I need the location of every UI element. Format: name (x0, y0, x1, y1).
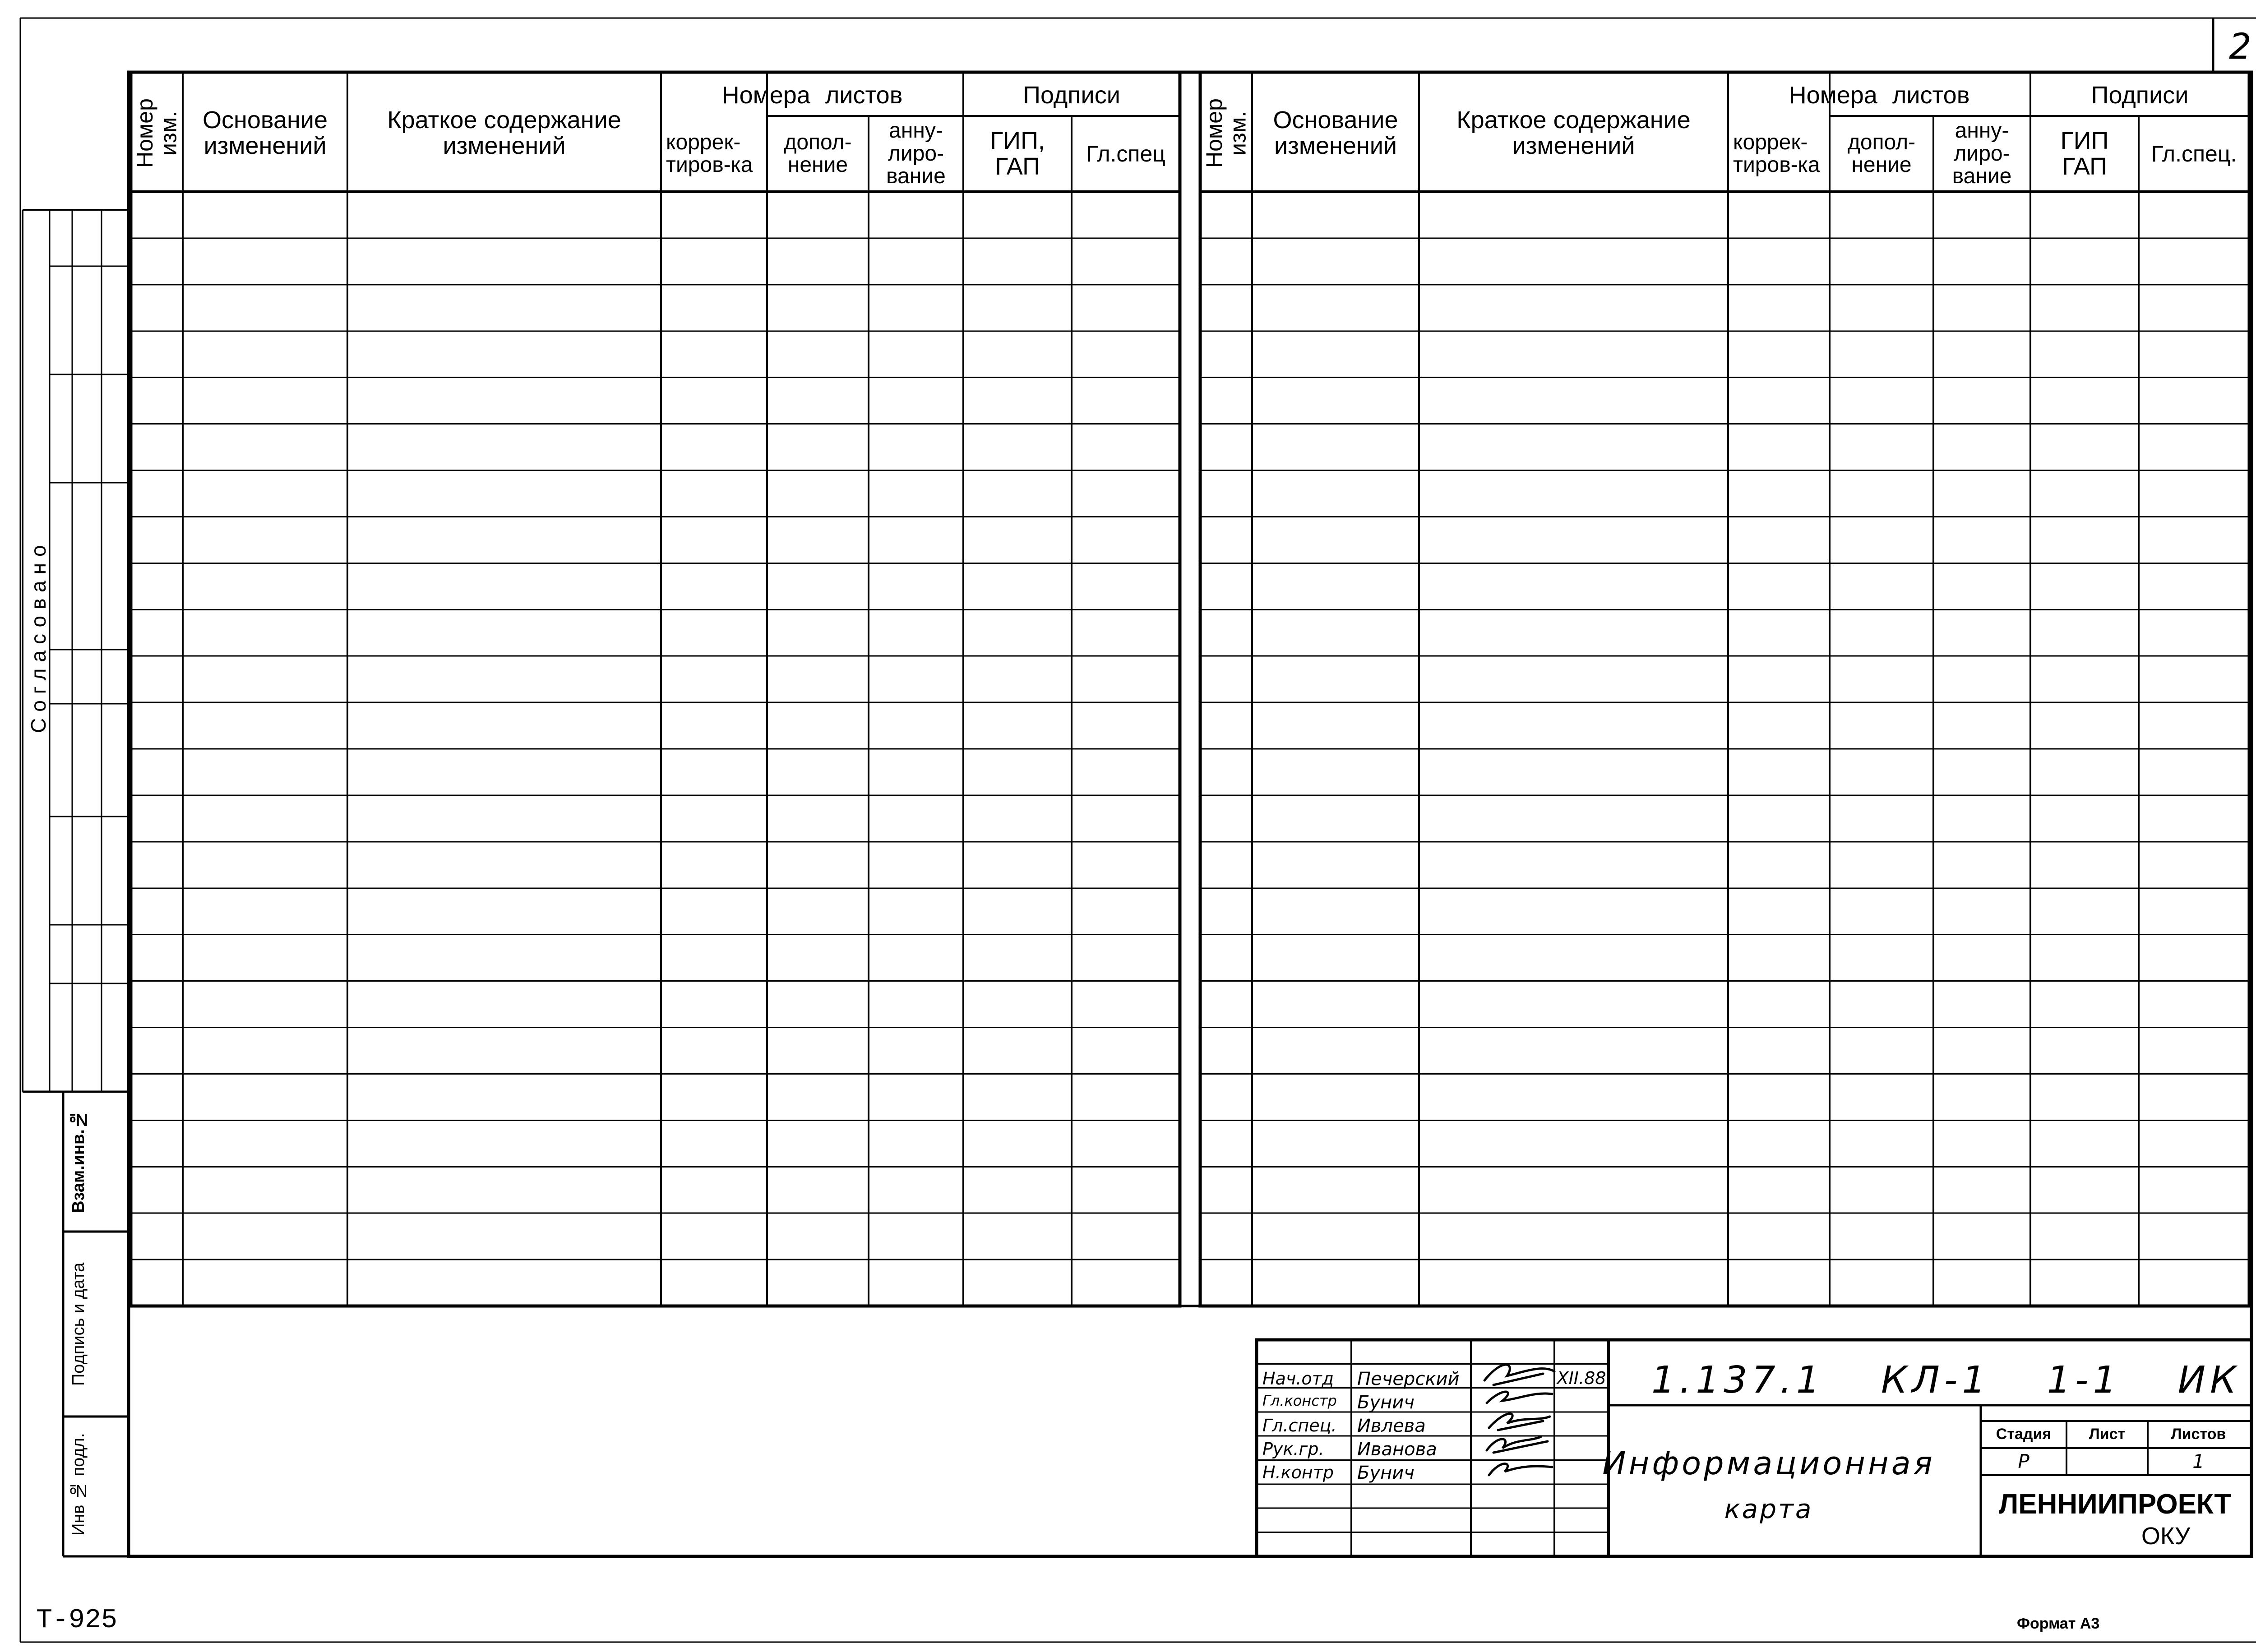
stage-value: Р (2018, 1450, 2029, 1472)
document-title-line1: Информационная (1602, 1445, 1935, 1482)
format-label: Формат А3 (2017, 1615, 2100, 1632)
department-name: ОКУ (2141, 1522, 2191, 1550)
col-gip-left: ГИП, ГАП (990, 127, 1045, 180)
group-sheet-numbers-right: Номера листов (1789, 81, 1970, 109)
person-name: Бунич (1357, 1392, 1415, 1413)
person-row (1259, 1461, 1484, 1484)
col-chief-spec-right: Гл.спец. (2151, 141, 2237, 166)
col-summary-left: Краткое содержание изменений (387, 106, 621, 159)
sign-date-label: Подпись и дата (69, 1262, 88, 1386)
signature-mark (1489, 1414, 1550, 1430)
organization-name: ЛЕННИИПРОЕКТ (1998, 1489, 2232, 1520)
page-number: 2 (2229, 27, 2251, 68)
person-name: Иванова (1357, 1439, 1437, 1460)
document-title-line2: карта (1724, 1493, 1813, 1524)
role-label: Нач.отд (1262, 1369, 1334, 1389)
role-label: Гл.спец. (1262, 1416, 1337, 1435)
role-label: Н.контр (1262, 1463, 1334, 1482)
person-row (1259, 1437, 1484, 1461)
role-label: Гл.констр (1262, 1392, 1337, 1409)
designation: 1.137.1 КЛ-1 1-1 ИК (1651, 1359, 2241, 1402)
group-signatures-right: Подписи (2091, 81, 2189, 109)
role-label: Рук.гр. (1262, 1439, 1324, 1459)
inv-replaced-label: Взам.инв.№ (69, 1110, 88, 1213)
col-annulment-right: анну-лиро-вание (1952, 119, 2012, 189)
col-chief-spec-left: Гл.спец (1086, 141, 1165, 166)
sheets-label: Листов (2171, 1426, 2226, 1443)
col-summary-right: Краткое содержание изменений (1456, 106, 1691, 159)
sheets-value: 1 (2192, 1450, 2205, 1472)
person-row (1259, 1390, 1484, 1414)
group-signatures-left: Подписи (1023, 81, 1120, 109)
archive-code: Т-925 (36, 1605, 118, 1636)
signatures (1475, 1349, 1561, 1498)
group-sheet-numbers-left: Номера листов (721, 81, 903, 109)
signature-mark (1487, 1437, 1548, 1453)
signature-mark (1489, 1464, 1552, 1475)
date-value: XII.88 (1557, 1368, 1606, 1389)
agreed-label: Согласовано (26, 539, 50, 734)
person-name: Печерский (1357, 1369, 1460, 1389)
col-addition-left: допол-нение (784, 130, 852, 177)
person-name: Бунич (1357, 1463, 1415, 1483)
person-row (1259, 1367, 1484, 1390)
col-addition-right: допол-нение (1847, 130, 1916, 177)
col-annulment-left: анну-лиро-вание (886, 119, 946, 189)
person-row (1259, 1414, 1484, 1437)
col-number-right: Номер изм. (1202, 98, 1251, 168)
stage-label: Стадия (1996, 1426, 2052, 1443)
col-correction-left: коррек-тиров-ка (666, 130, 753, 177)
signature-mark (1484, 1365, 1554, 1385)
col-gip-right: ГИП ГАП (2060, 127, 2109, 180)
col-correction-right: коррек-тиров-ка (1733, 130, 1820, 177)
col-basis-right: Основание изменений (1273, 106, 1398, 159)
inv-original-label: Инв № подл. (69, 1433, 88, 1536)
col-basis-left: Основание изменений (203, 106, 328, 159)
signature-mark (1487, 1392, 1552, 1403)
sheet-label: Лист (2089, 1426, 2126, 1443)
person-name: Ивлева (1357, 1416, 1426, 1436)
col-number-left: Номер изм. (132, 98, 181, 168)
